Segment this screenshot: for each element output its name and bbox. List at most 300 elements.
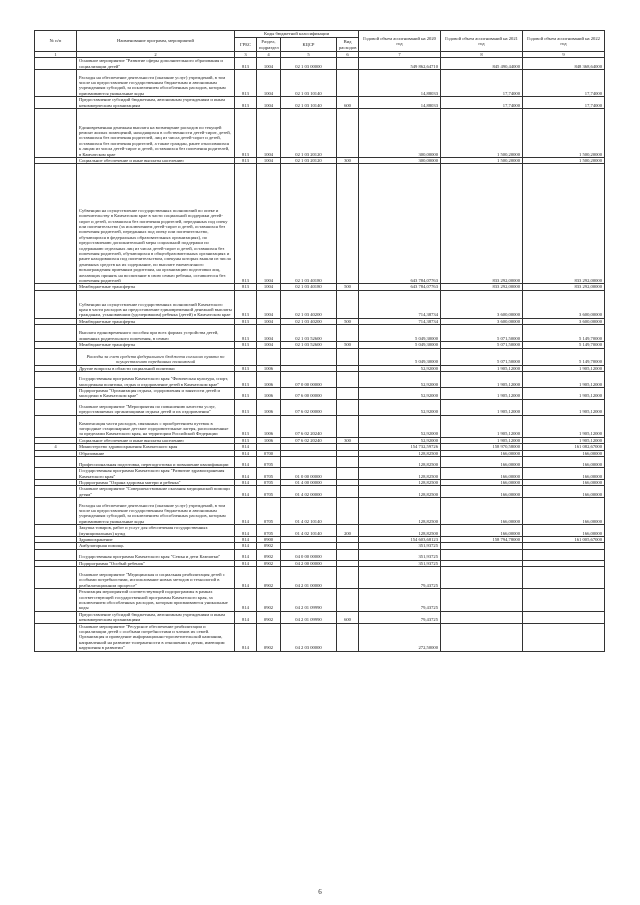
row-amount-2022: 1 905,12000 [523, 415, 605, 437]
row-number [35, 623, 77, 651]
row-amount-2020: 52,92000 [359, 437, 441, 443]
row-amount-2021: 1 905,12000 [441, 437, 523, 443]
row-grbs: 813 [235, 415, 257, 437]
column-number: 4 [257, 52, 281, 58]
table-row [35, 549, 605, 560]
row-amount-2022: 5 149,70000 [523, 348, 605, 365]
row-grbs: 814 [235, 450, 257, 456]
row-amount-2021 [441, 567, 523, 589]
row-vr [337, 457, 359, 468]
row-amount-2020: 300,00000 [359, 109, 441, 158]
row-amount-2021: 1 500,20000 [441, 158, 523, 164]
row-amount-2021: 166,00000 [441, 486, 523, 498]
table-row [35, 58, 605, 70]
row-amount-2021: 17,74000 [441, 97, 523, 109]
row-number [35, 589, 77, 612]
column-number: 3 [235, 52, 257, 58]
row-name: Реализация мероприятий соответствующей подпрограммы в рамках соответствующей государственной программы Камчатского края, за исключением обособленных расходов, которым присваиваются уникальные коды [77, 589, 235, 612]
row-razdel: 0705 [257, 457, 281, 468]
row-vr [337, 372, 359, 388]
row-number [35, 498, 77, 525]
row-name: Подпрограмма "Организация отдыха, оздоровления и занятости детей и молодежи в Камчатском крае" [77, 388, 235, 400]
table-row [35, 525, 605, 537]
row-amount-2021 [441, 549, 523, 560]
row-ksr: 02 1 03 52600 [281, 325, 337, 342]
row-amount-2022: 166,00000 [523, 450, 605, 456]
row-amount-2022: 1 905,12000 [523, 388, 605, 400]
row-amount-2021: 1 905,12000 [441, 415, 523, 437]
row-ksr: 02 1 03 10140 [281, 97, 337, 109]
row-amount-2020: 549 862,64710 [359, 58, 441, 70]
row-name: Социальное обеспечение и иные выплаты населению [77, 437, 235, 443]
row-vr [337, 549, 359, 560]
row-amount-2020: 128,82500 [359, 486, 441, 498]
row-razdel: 1004 [257, 70, 281, 97]
row-amount-2021: 166,00000 [441, 498, 523, 525]
row-vr: 600 [337, 97, 359, 109]
row-vr [337, 58, 359, 70]
row-ksr: 04 2 03 00000 [281, 623, 337, 651]
table-row [35, 97, 605, 109]
row-number [35, 525, 77, 537]
column-number: 2 [77, 52, 235, 58]
row-ksr: 04 2 01 00000 [281, 567, 337, 589]
table-row [35, 318, 605, 324]
row-razdel: 1006 [257, 365, 281, 371]
row-name: Здравоохранение [77, 536, 235, 542]
row-razdel: 1004 [257, 97, 281, 109]
row-amount-2021: 833 292,00000 [441, 164, 523, 284]
row-name: Единовременная денежная выплата на возмещение расходов по текущей ремонт жилых помещений, находящихся в собственности детей-сирот, детей, оставшихся без попечения родителей, лиц из числа детей-сирот и детей, оставшихся без попечения родителей, а также граждан, ранее относившихся к лицам из числа детей-сирот и детей, оставшихся без попечения родителей, в Камчатском крае [77, 109, 235, 158]
row-grbs: 813 [235, 70, 257, 97]
row-grbs: 813 [235, 290, 257, 318]
row-number: 4 [35, 444, 77, 450]
row-number [35, 399, 77, 415]
row-grbs: 814 [235, 525, 257, 537]
row-amount-2020: 351,93725 [359, 560, 441, 566]
row-grbs: 813 [235, 437, 257, 443]
row-name: Межбюджетные трансферты [77, 284, 235, 290]
row-amount-2020: 643 784,07763 [359, 284, 441, 290]
row-name: Основное мероприятие "Совершенствование оказания медицинской помощи детям" [77, 486, 235, 498]
row-amount-2021: 158 794,78000 [441, 536, 523, 542]
row-name: Государственная программа Камчатского края "Семья и дети Камчатки" [77, 549, 235, 560]
row-ksr: 07 6 02 00000 [281, 399, 337, 415]
row-grbs: 814 [235, 444, 257, 450]
table-row [35, 611, 605, 623]
table-row [35, 158, 605, 164]
row-name: Расходы за счет средств федерального бюджета согласно пункта по осуществлению переданных полномочий [77, 348, 235, 365]
row-vr [337, 486, 359, 498]
row-amount-2020: 52,92000 [359, 415, 441, 437]
table-row [35, 388, 605, 400]
row-grbs: 813 [235, 372, 257, 388]
row-razdel: 1004 [257, 325, 281, 342]
page-number: 6 [318, 888, 322, 896]
row-name: Основное мероприятие "Ресурсное обеспечение реабилитации и социализации детей с особыми потребностями и членов их семей. Организация и проведение информационно-просветительской кампании, направленной на развитие толерантности в отношении к детям, имеющим нарушения в развитии" [77, 623, 235, 651]
row-amount-2020: 5 049,30000 [359, 342, 441, 348]
table-row [35, 498, 605, 525]
table-row [35, 437, 605, 443]
header-year-2020: Годовой объем ассигнований на 2020 год [359, 31, 441, 52]
row-vr [337, 468, 359, 480]
row-ksr: 02 1 03 40180 [281, 284, 337, 290]
row-amount-2021: 3 600,00000 [441, 318, 523, 324]
row-amount-2020: 52,92000 [359, 365, 441, 371]
row-ksr: 07 6 00 00000 [281, 388, 337, 400]
row-name: Другие вопросы в области социальной политики [77, 365, 235, 371]
row-ksr: 07 6 02 20240 [281, 437, 337, 443]
row-amount-2022: 5 149,70000 [523, 325, 605, 342]
row-razdel: 1006 [257, 415, 281, 437]
row-vr: 600 [337, 611, 359, 623]
row-ksr: 04 2 01 09990 [281, 589, 337, 612]
row-vr: 500 [337, 284, 359, 290]
row-grbs: 813 [235, 158, 257, 164]
header-grbs: ГРБС [235, 38, 257, 52]
row-razdel: 0902 [257, 623, 281, 651]
row-amount-2021: 17,74000 [441, 70, 523, 97]
row-vr [337, 325, 359, 342]
row-amount-2021: 5 071,50000 [441, 342, 523, 348]
row-razdel: 0705 [257, 479, 281, 485]
row-amount-2021: 166,00000 [441, 525, 523, 537]
row-name: Подпрограмма "Охрана здоровья матери и ребенка" [77, 479, 235, 485]
row-amount-2022: 1 905,12000 [523, 437, 605, 443]
row-ksr [281, 457, 337, 468]
table-row [35, 623, 605, 651]
row-grbs: 813 [235, 388, 257, 400]
row-razdel: 1004 [257, 164, 281, 284]
row-razdel: 1006 [257, 437, 281, 443]
row-amount-2021: 1 500,20000 [441, 109, 523, 158]
row-number [35, 549, 77, 560]
row-name: Основное мероприятие "Медицинская и социальная реабилитация детей с особыми потребностями, использование новых методов и технологий в реабилитационном процессе" [77, 567, 235, 589]
row-vr: 300 [337, 158, 359, 164]
row-amount-2021: 833 292,00000 [441, 284, 523, 290]
header-year-2021: Годовой объем ассигнований на 2021 год [441, 31, 523, 52]
row-ksr: 02 1 03 40200 [281, 318, 337, 324]
row-grbs: 814 [235, 567, 257, 589]
row-grbs: 813 [235, 164, 257, 284]
row-ksr: 02 1 03 20120 [281, 158, 337, 164]
row-ksr: 02 1 03 00000 [281, 58, 337, 70]
row-amount-2020: 714,38734 [359, 318, 441, 324]
row-name: Подпрограмма "Особый ребенок" [77, 560, 235, 566]
row-amount-2021 [441, 611, 523, 623]
table-row [35, 342, 605, 348]
row-amount-2022 [523, 589, 605, 612]
row-amount-2020: 5 049,30000 [359, 348, 441, 365]
row-amount-2020: 14,88033 [359, 97, 441, 109]
row-amount-2020: 128,82500 [359, 498, 441, 525]
row-grbs: 814 [235, 457, 257, 468]
table-row [35, 415, 605, 437]
row-amount-2022: 166,00000 [523, 498, 605, 525]
row-razdel: 1004 [257, 342, 281, 348]
row-amount-2022: 1 500,20000 [523, 109, 605, 158]
row-amount-2022: 161 005,67000 [523, 536, 605, 542]
row-razdel: 1004 [257, 284, 281, 290]
row-number [35, 164, 77, 284]
row-amount-2022: 833 292,00000 [523, 284, 605, 290]
row-amount-2022: 1 905,12000 [523, 365, 605, 371]
row-grbs: 814 [235, 468, 257, 480]
row-amount-2021: 5 071,50000 [441, 325, 523, 342]
row-name: Расходы на обеспечение деятельности (оказание услуг) учреждений, в том числе на предоставление государственным бюджетным и автономным учреждениям субсидий, за исключением обособленных расходов, которым присваиваются уникальные коды [77, 498, 235, 525]
row-grbs: 813 [235, 399, 257, 415]
table-row [35, 290, 605, 318]
row-vr [337, 70, 359, 97]
row-name: Межбюджетные трансферты [77, 342, 235, 348]
row-amount-2022: 166,00000 [523, 468, 605, 480]
row-ksr: 01 0 00 00000 [281, 468, 337, 480]
row-razdel: 0902 [257, 611, 281, 623]
row-name: Межбюджетные трансферты [77, 318, 235, 324]
row-grbs: 813 [235, 109, 257, 158]
row-razdel: 0705 [257, 525, 281, 537]
row-amount-2020: 643 784,07763 [359, 164, 441, 284]
row-vr [337, 290, 359, 318]
row-ksr: 04 2 01 09990 [281, 611, 337, 623]
row-amount-2022 [523, 611, 605, 623]
row-ksr: 04 2 00 00000 [281, 560, 337, 566]
budget-table [34, 30, 605, 652]
row-razdel: 0700 [257, 450, 281, 456]
row-vr [337, 567, 359, 589]
row-number [35, 348, 77, 365]
row-name: Предоставление субсидий бюджетным, автономным учреждениям и иным некоммерческим организациям [77, 611, 235, 623]
row-vr [337, 388, 359, 400]
row-grbs: 813 [235, 284, 257, 290]
row-number [35, 468, 77, 480]
row-amount-2020: 714,38734 [359, 290, 441, 318]
row-amount-2021: 1 905,12000 [441, 388, 523, 400]
row-razdel: 0902 [257, 567, 281, 589]
table-row [35, 109, 605, 158]
row-number [35, 611, 77, 623]
row-grbs: 813 [235, 318, 257, 324]
table-row [35, 589, 605, 612]
row-amount-2022: 833 292,00000 [523, 164, 605, 284]
table-row [35, 457, 605, 468]
row-razdel: 1004 [257, 158, 281, 164]
table-row [35, 70, 605, 97]
row-grbs: 814 [235, 560, 257, 566]
row-name: Выплата единовременного пособия при всех формах устройства детей, лишенных родительского попечения, в семью [77, 325, 235, 342]
column-number: 1 [35, 52, 77, 58]
row-razdel: 1006 [257, 372, 281, 388]
row-amount-2020: 79,43725 [359, 589, 441, 612]
row-amount-2020: 128,82500 [359, 457, 441, 468]
row-number [35, 372, 77, 388]
row-name: Амбулаторная помощь [77, 543, 235, 549]
row-razdel: 0705 [257, 468, 281, 480]
row-amount-2022: 1 905,12000 [523, 399, 605, 415]
row-amount-2021: 1 905,12000 [441, 365, 523, 371]
row-razdel: 1006 [257, 399, 281, 415]
row-number [35, 58, 77, 70]
row-vr: 300 [337, 437, 359, 443]
row-number [35, 70, 77, 97]
row-vr [337, 348, 359, 365]
row-amount-2020: 128,82500 [359, 468, 441, 480]
table-row [35, 399, 605, 415]
row-vr: 500 [337, 318, 359, 324]
row-vr: 500 [337, 342, 359, 348]
row-name: Государственная программа Камчатского края "Развитие здравоохранения Камчатского края" [77, 468, 235, 480]
table-row [35, 468, 605, 480]
table-row [35, 479, 605, 485]
row-name: Субвенции на осуществление государственных полномочий Камчатского края в части расходов на предоставление единовременной денежной выплаты гражданам, усыновившим (удочерившим) ребенка (детей) в Камчатском крае [77, 290, 235, 318]
row-ksr: 04 0 00 00000 [281, 549, 337, 560]
row-name: Социальное обеспечение и иные выплаты населению [77, 158, 235, 164]
row-razdel: 0900 [257, 536, 281, 542]
header-codes-group: Коды бюджетной классификации [235, 31, 359, 38]
header-ksr: КЦСР [281, 38, 337, 52]
row-razdel: 1004 [257, 58, 281, 70]
row-vr [337, 623, 359, 651]
row-grbs: 814 [235, 498, 257, 525]
row-number [35, 457, 77, 468]
row-grbs: 814 [235, 611, 257, 623]
row-amount-2021: 166,00000 [441, 450, 523, 456]
row-amount-2020: 128,82500 [359, 479, 441, 485]
row-amount-2021: 5 071,50000 [441, 348, 523, 365]
row-amount-2022: 848 368,64000 [523, 58, 605, 70]
row-razdel: 1006 [257, 388, 281, 400]
row-amount-2021: 166,00000 [441, 457, 523, 468]
row-amount-2020: 14,88033 [359, 70, 441, 97]
row-amount-2021: 3 600,00000 [441, 290, 523, 318]
row-grbs: 813 [235, 365, 257, 371]
row-amount-2021: 158 970,58000 [441, 444, 523, 450]
row-amount-2022: 5 149,70000 [523, 342, 605, 348]
column-number: 7 [359, 52, 441, 58]
column-number: 5 [281, 52, 337, 58]
row-grbs: 814 [235, 479, 257, 485]
row-ksr [281, 348, 337, 365]
row-vr [337, 399, 359, 415]
row-vr [337, 415, 359, 437]
row-ksr: 02 1 03 10140 [281, 70, 337, 97]
row-amount-2020: 79,43725 [359, 567, 441, 589]
row-amount-2022 [523, 567, 605, 589]
row-amount-2020: 272,50000 [359, 623, 441, 651]
row-amount-2022: 3 600,00000 [523, 290, 605, 318]
row-amount-2020: 351,93725 [359, 549, 441, 560]
row-amount-2020: 52,92000 [359, 399, 441, 415]
row-ksr: 02 1 03 20120 [281, 109, 337, 158]
row-vr [337, 164, 359, 284]
row-amount-2022: 166,00000 [523, 479, 605, 485]
table-row [35, 348, 605, 365]
row-razdel: 0902 [257, 560, 281, 566]
row-number [35, 388, 77, 400]
row-ksr: 02 1 03 40200 [281, 290, 337, 318]
row-razdel: 0705 [257, 498, 281, 525]
row-name: Субвенции на осуществление государственных полномочий по опеке и попечительству в Камчатском крае в части социальной поддержки детей-сирот и детей, оставшихся без попечения родителей, переданных под опеку или попечительство (за исключением детей-сирот и детей, оставшихся без попечения родителей, переданных под опеку или попечительство, обучающихся в федеральных образовательных организациях), по предоставлению дополнительной меры социальной поддержки по содержанию отдельных лиц из числа детей-сирот и детей, оставшихся без попечения родителей, обучающихся в общеобразовательных организациях и ранее находившихся под попечительством, опекуны которых вышли из числа денежных средств на их содержание, по выплате ежемесячного вознаграждения приемным родителям, на организацию подготовки лиц, желающих принять на воспитание в свою семью ребенка, оставшегося без попечения родителей [77, 164, 235, 284]
row-amount-2020: 52,92000 [359, 372, 441, 388]
row-vr [337, 109, 359, 158]
header-number: № п/п [35, 31, 77, 52]
row-amount-2020: 154 603,68123 [359, 536, 441, 542]
row-amount-2020: 128,82500 [359, 525, 441, 537]
row-name: Основное мероприятие "Мероприятия по повышению качества услуг, предоставляемых организациями отдыха детей и их оздоровления" [77, 399, 235, 415]
row-amount-2022 [523, 623, 605, 651]
row-ksr: 01 4 02 10140 [281, 498, 337, 525]
row-amount-2020: 79,43725 [359, 611, 441, 623]
row-ksr: 07 6 02 20240 [281, 415, 337, 437]
row-grbs: 814 [235, 623, 257, 651]
row-ksr: 01 4 00 00000 [281, 479, 337, 485]
table-row [35, 284, 605, 290]
row-grbs: 813 [235, 97, 257, 109]
row-amount-2021: 845 490,44000 [441, 58, 523, 70]
row-ksr: 02 1 03 52600 [281, 342, 337, 348]
row-amount-2020: 300,00000 [359, 158, 441, 164]
row-razdel: 0705 [257, 486, 281, 498]
row-razdel: 0902 [257, 589, 281, 612]
column-number: 6 [337, 52, 359, 58]
row-grbs [235, 348, 257, 365]
header-vr: Вид расходов [337, 38, 359, 52]
row-razdel [257, 348, 281, 365]
row-ksr: 02 1 03 40180 [281, 164, 337, 284]
table-body [35, 58, 605, 651]
row-name: Государственная программа Камчатского края "Физическая культура, спорт, молодежная политика, отдых и оздоровление детей в Камчатском крае" [77, 372, 235, 388]
row-grbs: 813 [235, 58, 257, 70]
row-ksr: 01 4 02 10140 [281, 525, 337, 537]
row-number [35, 97, 77, 109]
table-row [35, 567, 605, 589]
table-row [35, 325, 605, 342]
row-razdel: 1004 [257, 318, 281, 324]
row-number [35, 325, 77, 342]
row-grbs: 813 [235, 342, 257, 348]
row-amount-2022: 1 905,12000 [523, 372, 605, 388]
row-amount-2022: 3 600,00000 [523, 318, 605, 324]
table-row [35, 486, 605, 498]
row-grbs: 814 [235, 486, 257, 498]
row-number [35, 415, 77, 437]
row-amount-2020: 154 732,59726 [359, 444, 441, 450]
row-amount-2020: 5 049,30000 [359, 325, 441, 342]
row-amount-2021: 166,00000 [441, 468, 523, 480]
row-ksr: 01 4 02 00000 [281, 486, 337, 498]
column-number: 9 [523, 52, 605, 58]
row-amount-2020: 52,92000 [359, 388, 441, 400]
row-name: Закупка товаров, работ и услуг для обеспечения государственных (муниципальных) нужд [77, 525, 235, 537]
row-grbs: 814 [235, 543, 257, 549]
row-amount-2021 [441, 623, 523, 651]
row-amount-2022: 166,00000 [523, 525, 605, 537]
row-vr [337, 589, 359, 612]
row-amount-2022: 161 082,67000 [523, 444, 605, 450]
row-amount-2021: 1 905,12000 [441, 372, 523, 388]
header-name: Наименование программ, мероприятий [77, 31, 235, 52]
row-ksr: 07 0 00 00000 [281, 372, 337, 388]
row-name: Компенсация части расходов, связанных с приобретением путевок в загородные стационарные детские оздоровительные лагеря, расположенные за пределами Камчатского края, на территории Российской Федерации [77, 415, 235, 437]
row-name: Министерство здравоохранения Камчатского края [77, 444, 235, 450]
row-amount-2022: 17,74000 [523, 70, 605, 97]
table-header [35, 31, 605, 58]
row-vr [337, 498, 359, 525]
row-number [35, 567, 77, 589]
row-razdel: 1004 [257, 109, 281, 158]
row-amount-2022: 1 500,20000 [523, 158, 605, 164]
row-number [35, 486, 77, 498]
